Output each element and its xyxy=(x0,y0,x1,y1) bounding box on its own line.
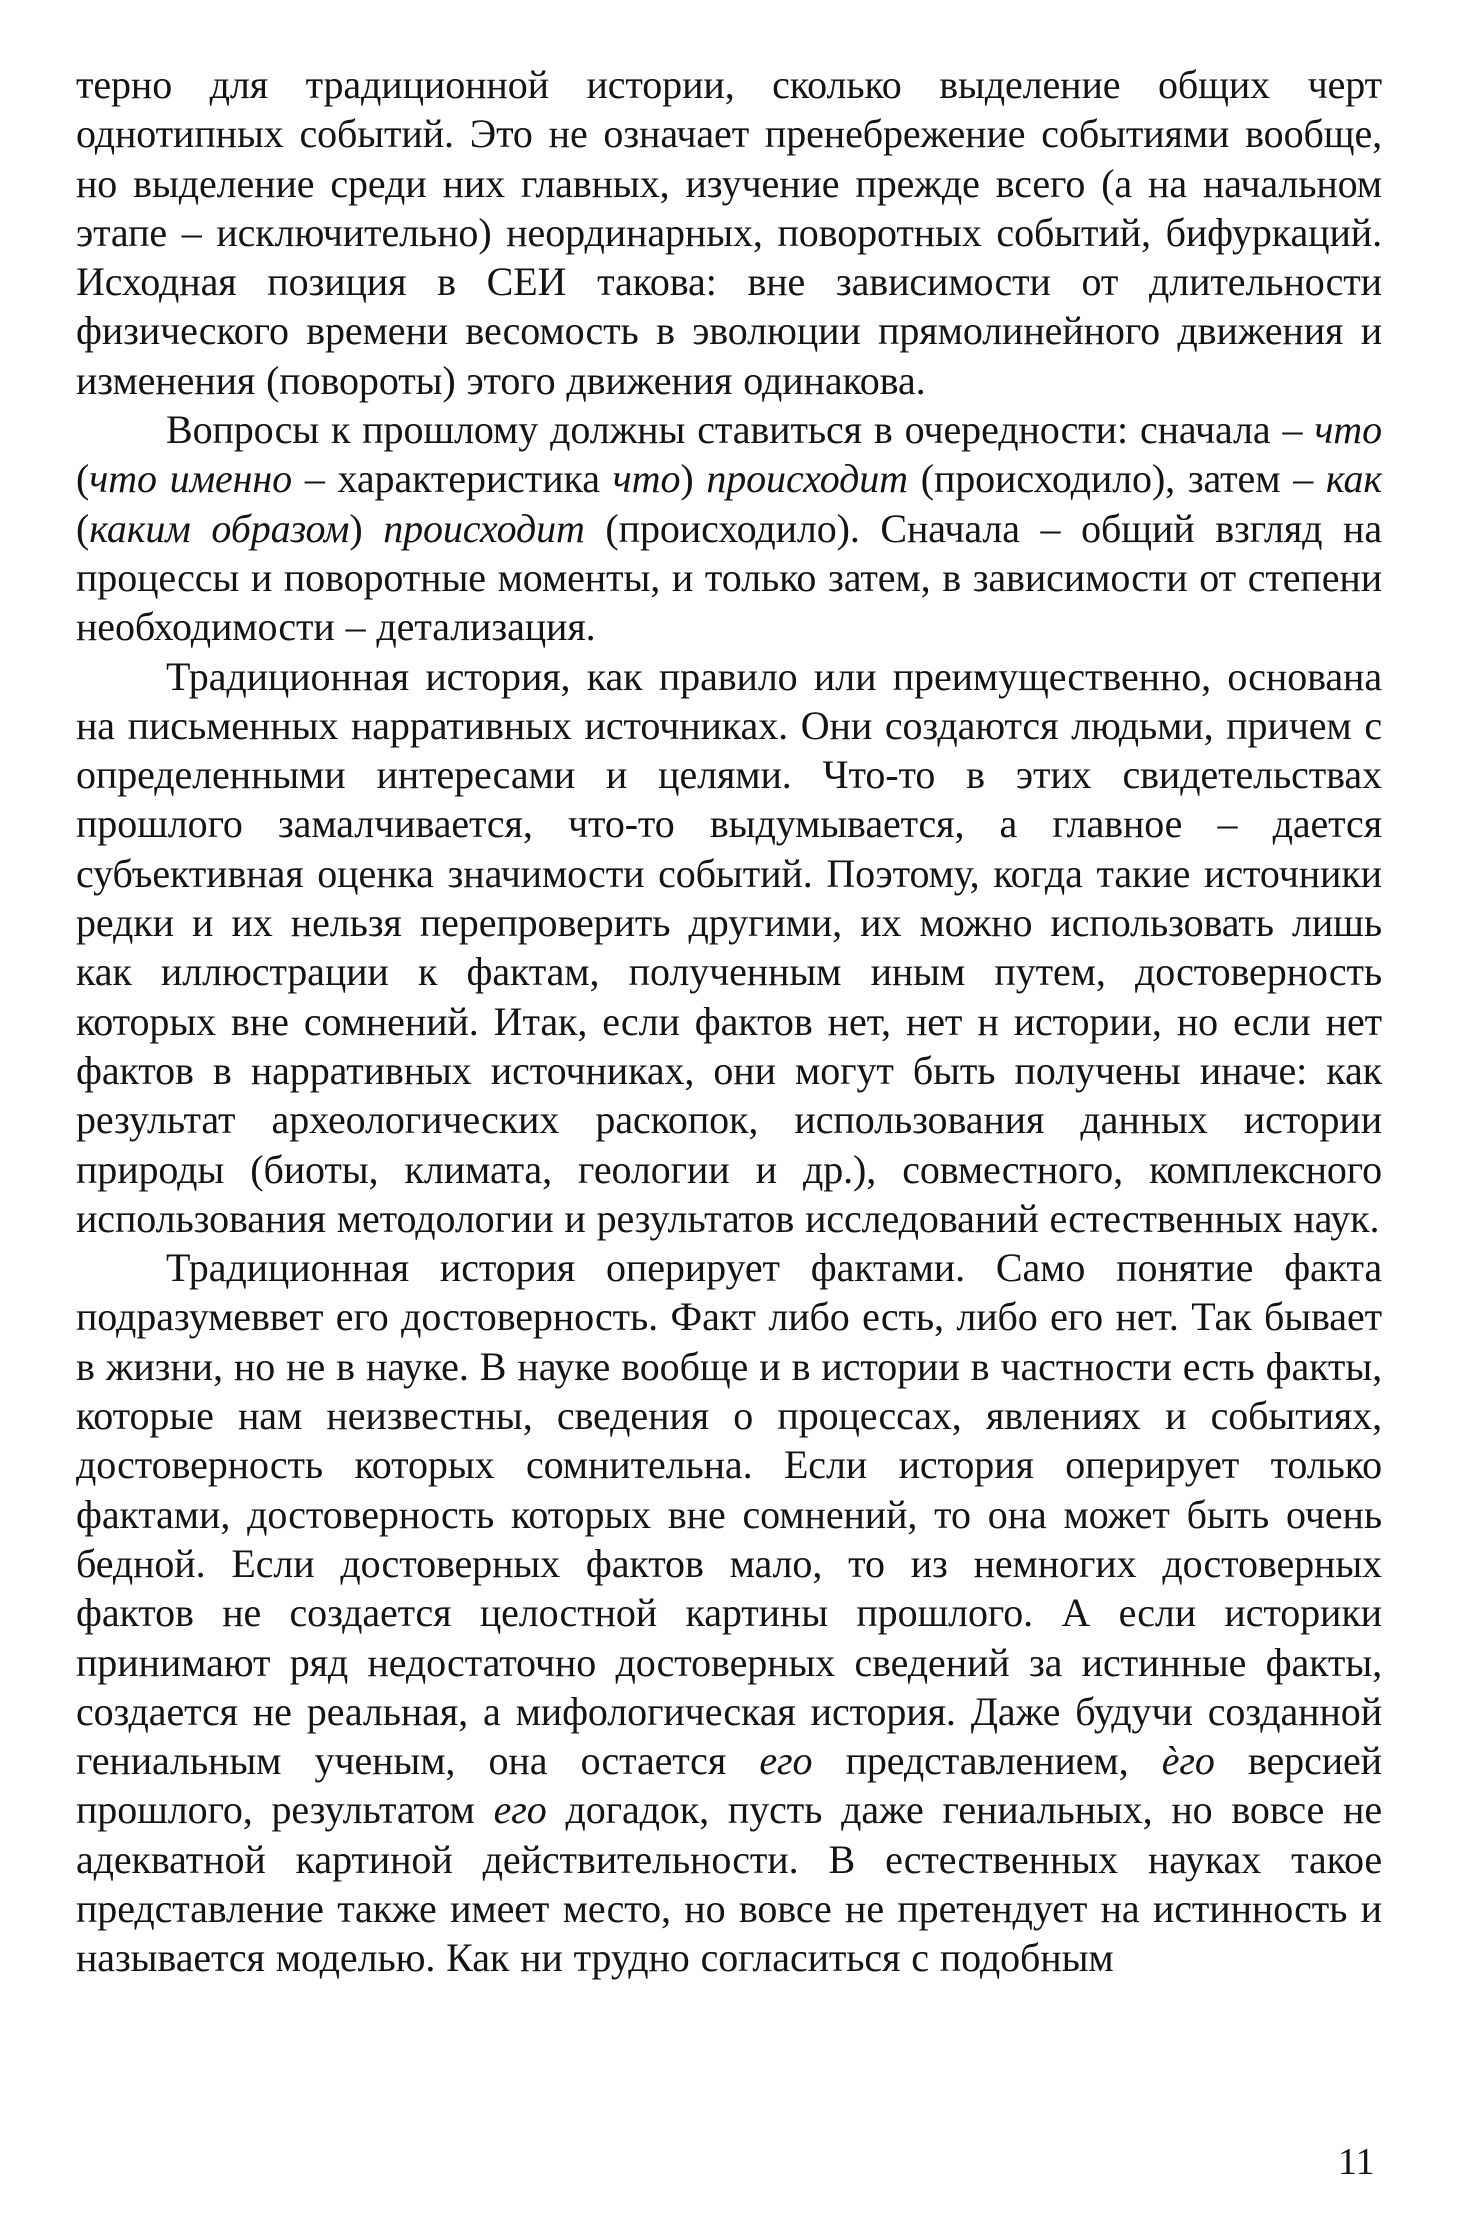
text-run: ( xyxy=(76,456,90,502)
italic-run: ѐго xyxy=(1161,1738,1215,1784)
text-run: Традиционная история, как правило или преимущественно, основана на письменных нарративных источниках. Они создаются людьми, причем с определенными интересами и целями. Что-то в этих свидетельствах прошлого замалчивается, что-то выдумывается, а главное – дается субъективная оценка значимости событий. Поэтому, когда такие источники редки и их нельзя перепроверить другими, их можно использовать лишь как иллюстрации к фактам, полученным иным путем, достоверность которых вне сомнений. Итак, если фактов нет, нет н истории, но если нет фактов в нарративных источниках, они могут быть получены иначе: как результат археологических раскопок, использования данных истории природы (биоты, климата, геологии и др.), совместного, комплексного использования методологии и результатов исследований естественных наук. xyxy=(76,653,1382,1241)
italic-run: его xyxy=(759,1738,813,1784)
italic-run: его xyxy=(493,1787,547,1833)
text-run: ( xyxy=(76,505,90,551)
text-column xyxy=(76,60,1382,1983)
italic-run: что xyxy=(1314,407,1382,453)
text-run: (происходило). Сначала – общий взгляд на процессы и поворотные моменты, и только затем, в зависимости от степени необходимости – детализация. xyxy=(76,505,1382,650)
text-run: версией прошлого, результатом xyxy=(76,1738,1382,1833)
italic-run: что именно xyxy=(89,456,293,502)
text-run: терно для традиционной истории, сколько выделение общих черт однотипных событий. Это не означает пренебрежение событиями вообще, но выделение среди них главных, изучение прежде всего (а на начальном этапе – исключительно) неординарных, поворотных событий, бифуркаций. Исходная позиция в СЕИ такова: вне зависимости от длительности физического времени весомость в эволюции прямолинейного движения и изменения (повороты) этого движения одинакова. xyxy=(76,62,1382,403)
page-number: 11 xyxy=(1338,2141,1375,2183)
paragraph-2 xyxy=(76,405,1382,651)
text-run: Вопросы к прошлому должны ставиться в очередности: сначала – xyxy=(166,407,1315,453)
italic-run: каким образом xyxy=(89,505,350,551)
text-run: представлением, xyxy=(812,1738,1162,1784)
italic-run: как xyxy=(1325,456,1383,502)
text-run: (происходило), затем – xyxy=(907,456,1326,502)
paragraph-4 xyxy=(76,1243,1382,1982)
italic-run: происходит xyxy=(706,456,908,502)
italic-run: что xyxy=(612,456,681,502)
text-run: ) xyxy=(680,456,707,502)
paragraph-3 xyxy=(76,652,1382,1244)
text-run: догадок, пусть даже гениальных, но вовсе не адекватной картиной действительности. В естественных науках такое представление также имеет место, но вовсе не претендует на истинность и называется моделью. Как ни трудно согласиться с подобным xyxy=(76,1787,1382,1981)
text-run: ) xyxy=(349,505,384,551)
text-run: – характеристика xyxy=(292,456,613,502)
paragraph-1 xyxy=(76,60,1382,405)
italic-run: происходит xyxy=(383,505,585,551)
text-run: Традиционная история оперирует фактами. Само понятие факта подразумеввет его достоверность. Факт либо есть, либо его нет. Так бывает в жизни, но не в науке. В науке вообще и в истории в частности есть факты, которые нам неизвестны, сведения о процессах, явлениях и событиях, достоверность которых сомнительна. Если история оперирует только фактами, достоверность которых вне сомнений, то она может быть очень бедной. Если достоверных фактов мало, то из немногих достоверных фактов не создается целостной картины прошлого. А если историки принимают ряд недостаточно достоверных сведений за истинные факты, создается не реальная, а мифологическая история. Даже будучи созданной гениальным ученым, она остается xyxy=(76,1245,1382,1784)
